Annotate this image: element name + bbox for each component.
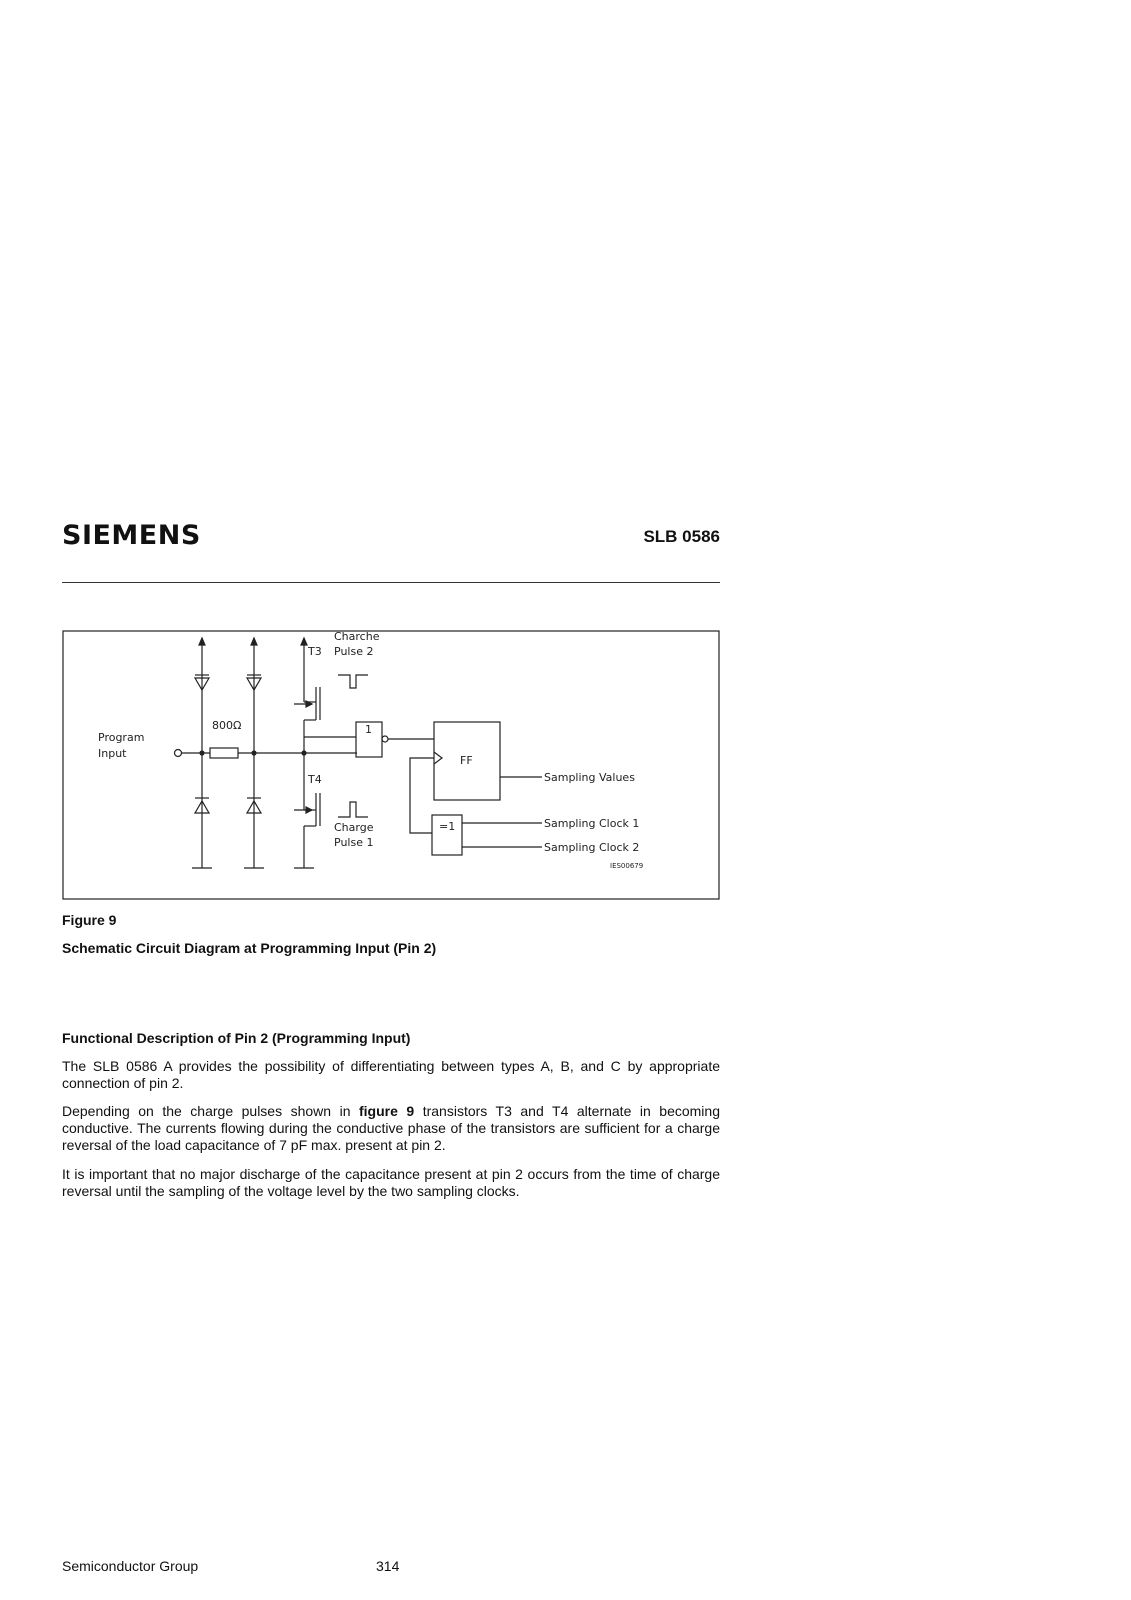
paragraph-2-start: Depending on the charge pulses shown in: [62, 1103, 359, 1119]
sampling-clock-2-label: Sampling Clock 2: [544, 841, 640, 854]
input-terminal: [175, 750, 182, 757]
schematic-diagram: [62, 630, 720, 902]
figure-reference: figure 9: [359, 1103, 415, 1119]
section-heading: Functional Description of Pin 2 (Programming Input): [62, 1030, 411, 1046]
pulse-2-symbol: [338, 675, 368, 688]
flip-flop-label: FF: [460, 754, 473, 767]
resistor-800: [210, 748, 238, 758]
part-number: SLB 0586: [643, 527, 720, 546]
page-number: 314: [376, 1558, 400, 1574]
program-input-label-2: Input: [98, 747, 127, 760]
header-divider: [62, 582, 720, 583]
program-input-label-1: Program: [98, 731, 145, 744]
charge-pulse-2-label-2: Pulse 2: [334, 645, 374, 658]
paragraph-2: [62, 1103, 720, 1154]
charge-pulse-2-label-1: Charche: [334, 630, 380, 643]
paragraph-2-end: transistors T3 and T4 alternate in becoming conductive. The currents flowing during the conductive phase of the transistors are sufficient for a charge reversal of the load capacitance of 7 pF max. present at pin 2.: [62, 1103, 720, 1153]
t4-label: T4: [308, 773, 322, 786]
t3-label: T3: [308, 645, 322, 658]
footer-group: Semiconductor Group: [62, 1558, 199, 1574]
arrow-up-2: [251, 638, 257, 645]
figure-label: Figure 9: [62, 912, 117, 928]
paragraph-1: The SLB 0586 A provides the possibility of differentiating between types A, B, and C by appropriate connection of pin 2.: [62, 1058, 720, 1091]
arrow-up-1: [199, 638, 205, 645]
xor-gate-label: =1: [439, 820, 456, 833]
charge-pulse-1-label-2: Pulse 1: [334, 836, 374, 849]
inverter-bubble: [382, 736, 388, 742]
paragraph-3: It is important that no major discharge of the capacitance present at pin 2 occurs from the time of charge reversal until the sampling of the voltage level by the two sampling clocks.: [62, 1166, 720, 1199]
siemens-logo: SIEMENS: [62, 520, 201, 551]
arrow-up-3: [301, 638, 307, 645]
pulse-1-symbol: [338, 802, 368, 817]
inverter-label: 1: [365, 723, 372, 736]
resistor-label: 800Ω: [212, 719, 242, 732]
schematic-svg: [62, 630, 720, 902]
figure-code: IES00679: [610, 862, 644, 870]
diagram-frame: [63, 631, 719, 899]
sampling-values-label: Sampling Values: [544, 771, 635, 784]
figure-caption: Schematic Circuit Diagram at Programming Input (Pin 2): [62, 940, 437, 956]
ff-clock-marker: [434, 752, 442, 764]
charge-pulse-1-label-1: Charge: [334, 821, 374, 834]
sampling-clock-1-label: Sampling Clock 1: [544, 817, 640, 830]
